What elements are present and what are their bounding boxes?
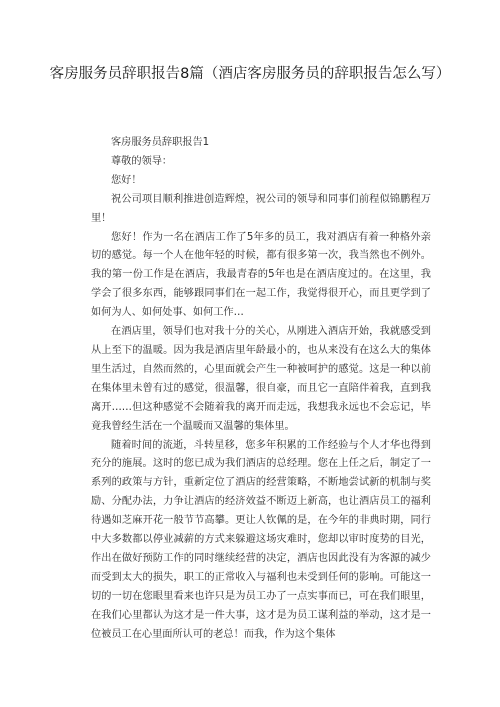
salutation: 尊敬的领导： — [111, 155, 173, 167]
paragraph: 随着时间的流逝，斗转星移，您多年积累的工作经验与个人才华也得到充分的施展。这时的您已成为我们酒店的总经理。您在上任之后，制定了一系列的政策与方针，重新定位了酒店的经营策略，不断地尝试新的机制与奖励、分配办法，力争让酒店的经济效益不断迈上新高，也让酒店员工的福利待遇如芝麻开花一般节节高攀。更让人钦佩的是，在今年的非典时期，同行中大多数都以停业减薪的方式来躲避这场灾难时，您却以审时度势的目光，作出在做好预防工作的同时继续经营的决定，酒店也因此没有为客源的减少而受到太大的损失，职工的正常收入与福利也未受到任何的影响。可能这一切的一切在您眼里看来也许只是为员工办了一点实事而已，可在我们眼里，在我们心里都认为这才是一件大事，这才是为员工谋利益的举动，这才是一位被员工在心里面所认可的老总！而我，作为这个集体 — [91, 439, 431, 640]
paragraph: 您好！作为一名在酒店工作了5年多的员工，我对酒店有着一种格外亲切的感觉。每一个人在他年轻的时候，都有很多第一次，我当然也不例外。我的第一份工作是在酒店，我最青春的5年也是在酒店度过的。在这里，我学会了很多东西，能够跟同事们在一起工作，我觉得很开心，而且更学到了如何为人、如何处事、如何工作… — [91, 231, 431, 319]
greeting: 您好！ — [111, 174, 142, 186]
document-title: 客房服务员辞职报告8篇（酒店客房服务员的辞职报告怎么写） — [49, 66, 451, 82]
section-heading: 客房服务员辞职报告1 — [111, 137, 210, 148]
paragraph: 在酒店里，领导们也对我十分的关心，从刚进入酒店开始，我就感受到从上至下的温暖。因为我是酒店里年龄最小的，也从来没有在这么大的集体里生活过，自然而然的，心里面就会产生一种被呵护的感觉。这是一种以前在集体里未曾有过的感觉，很温馨，很自豪，而且它一直陪伴着我，直到我离开……但这种感觉不会随着我的离开而走远，我想我永远也不会忘记，毕竟我曾经生活在一个温暖而又温馨的集体里。 — [91, 326, 431, 432]
paragraph: 祝公司项目顺利推进创造辉煌，祝公司的领导和同事们前程似锦鹏程万里！ — [91, 193, 431, 224]
document-body — [91, 134, 431, 644]
